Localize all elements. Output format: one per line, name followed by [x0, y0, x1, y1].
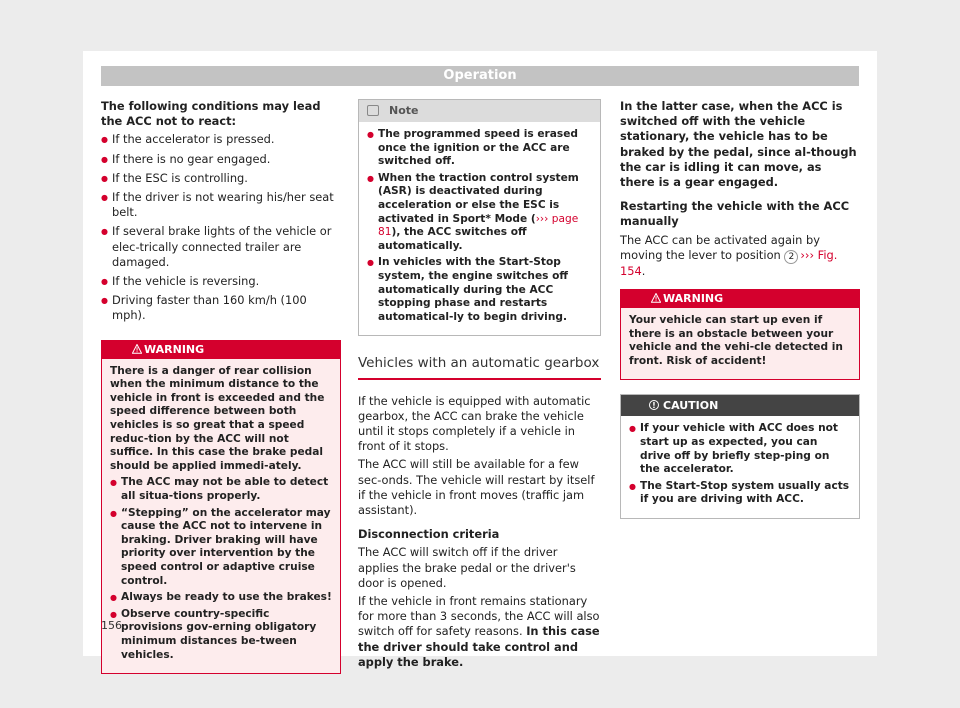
- warning-box: [101, 340, 341, 674]
- paragraph: The ACC can be activated again by moving the lever to position 2 ››› Fig. 154.: [620, 232, 838, 278]
- caution-header: [621, 395, 859, 416]
- column-2: [358, 99, 601, 673]
- warning-list: [110, 476, 332, 662]
- caution-box: [620, 394, 860, 519]
- list-item: ● Driving faster than 160 km/h (100 mph).: [101, 293, 341, 323]
- warning-icon: [651, 293, 661, 303]
- warning-box: [620, 289, 860, 380]
- list-item: ● Observe country-specific provisions gov-erning obligatory minimum distances be-tween vehicles.: [110, 608, 332, 662]
- note-body: [359, 122, 600, 335]
- list-item: ● If there is no gear engaged.: [101, 152, 341, 167]
- page-number: 156: [101, 619, 122, 632]
- warning-icon: [132, 344, 142, 354]
- list-item: ● If the driver is not wearing his/her seat belt.: [101, 190, 341, 220]
- figure-link[interactable]: ››› Fig. 154: [620, 247, 838, 278]
- section-content: [358, 394, 601, 670]
- list-item: ● The Start-Stop system usually acts if you are driving with ACC.: [629, 480, 851, 507]
- warning-header: [102, 341, 340, 359]
- warning-text: Your vehicle can start up even if there is an obstacle between your vehicle and the vehi-cle detected in front. Risk of accident!: [629, 314, 843, 367]
- list-item: ● When the traction control system (ASR) is deactivated during acceleration or else the ESC is activated in Sport* Mode (››› page 81), the ACC switches off automatically.: [367, 172, 592, 254]
- column-3: [620, 99, 860, 519]
- warning-body: [102, 359, 340, 673]
- paragraph: If the vehicle in front remains stationary for more than 3 seconds, the ACC will also switch off for safety reasons. In this case the driver should take control and apply the brake.: [358, 593, 600, 669]
- list-item: ● If the ESC is controlling.: [101, 171, 341, 186]
- conditions-intro: The following conditions may lead the ACC not to react:: [101, 99, 321, 129]
- list-item: ● The ACC may not be able to detect all situa-tions properly.: [110, 476, 332, 503]
- section-title: Vehicles with an automatic gearbox: [358, 356, 601, 379]
- list-item: ● If several brake lights of the vehicle or elec-trically connected trailer are damaged.: [101, 224, 341, 270]
- paragraph: If the vehicle is equipped with automatic gearbox, the ACC can brake the vehicle until it stops completely if a vehicle in front of it stops.: [358, 393, 591, 454]
- position-number: 2: [784, 250, 798, 264]
- list-item: ● “Stepping” on the accelerator may cause the ACC not to intervene in braking. Driver braking will have priority over intervention by the speed control or adaptive cruise control.: [110, 507, 332, 589]
- conditions-list: [101, 132, 341, 323]
- subhead: Disconnection criteria: [358, 527, 500, 542]
- note-header: [359, 100, 600, 122]
- note-label: Note: [389, 104, 419, 117]
- warning-label: WARNING: [663, 292, 724, 306]
- warning-header: [621, 290, 859, 308]
- list-item: ● Always be ready to use the brakes!: [110, 591, 332, 605]
- paragraph: In the latter case, when the ACC is switched off with the vehicle stationary, the vehicle has to be braked by the pedal, since al-though the car is idling it can move, as there is a gear engaged.: [620, 99, 857, 190]
- note-box: [358, 99, 601, 336]
- list-item: ● If the accelerator is pressed.: [101, 132, 341, 147]
- list-item: ● In vehicles with the Start-Stop system, the engine switches off automatically during the ACC stopping phase and restarts automatical-ly to begin driving.: [367, 256, 592, 324]
- list-item: ● If your vehicle with ACC does not start up as expected, you can drive off by briefly step-ping on the accelerator.: [629, 422, 851, 476]
- note-list: [367, 128, 592, 324]
- warning-text: There is a danger of rear collision when the minimum distance to the vehicle in front is exceeded and the speed difference between both vehicles is so great that a speed reduc-tion by the ACC will not suffice. In this case the brake pedal should be applied immedi-ately.: [110, 364, 325, 472]
- caution-list: [629, 422, 851, 507]
- caution-body: [621, 416, 859, 518]
- list-item: ● The programmed speed is erased once the ignition or the ACC are switched off.: [367, 128, 592, 169]
- paragraph: The ACC will still be available for a few sec-onds. The vehicle will restart by itself if the vehicle in front moves (traffic jam assistant).: [358, 457, 595, 517]
- warning-label: WARNING: [144, 342, 205, 356]
- page-link[interactable]: ››› page 81: [378, 212, 579, 239]
- caution-label: CAUTION: [663, 399, 719, 413]
- note-icon: [367, 105, 379, 116]
- warning-body: [621, 308, 859, 379]
- section-header: Operation: [101, 66, 859, 86]
- column-1: [101, 99, 341, 674]
- paragraph: The ACC will switch off if the driver applies the brake pedal or the driver's door is opened.: [358, 545, 576, 590]
- list-item: ● If the vehicle is reversing.: [101, 274, 341, 289]
- subhead: Restarting the vehicle with the ACC manually: [620, 199, 850, 229]
- caution-icon: !: [649, 400, 659, 410]
